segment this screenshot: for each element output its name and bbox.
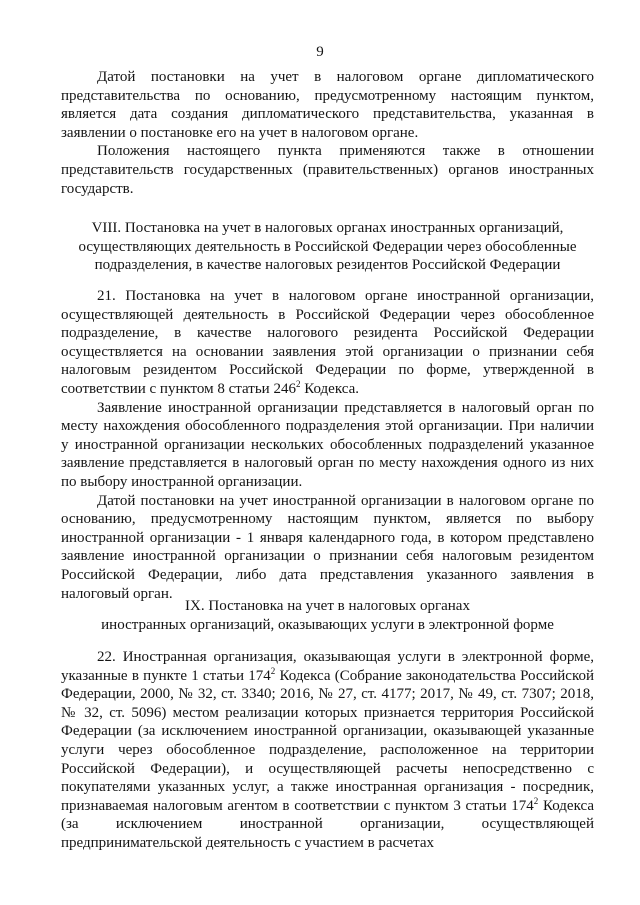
page-number: 9 [316, 44, 324, 60]
heading-line: IX. Постановка на учет в налоговых органах [185, 598, 470, 614]
heading-line: осуществляющих деятельность в Российской Федерации через обособленные [78, 238, 577, 255]
paragraph: Датой постановки на учет в налоговом органе дипломатического представительства по основанию, предусмотренному настоящим пунктом, является дата создания дипломатического представительства, указанная в заявлении о постановке его на учет в налоговом органе. [61, 69, 594, 141]
section-9-heading [61, 597, 594, 634]
heading-line: иностранных организаций, оказывающих услуги в электронной форме [101, 616, 554, 633]
paragraph-21 [61, 287, 594, 399]
section-8-body [61, 287, 594, 603]
heading-line: подразделения, в качестве налоговых резидентов Российской Федерации [94, 257, 561, 274]
section-8-heading [61, 219, 594, 275]
text: Кодекса (Собрание законодательства Российской Федерации, 2000, № 32, ст. 3340; 2016, № 27, ст. 4177; 2017, № 49, ст. 7307; 2018, № 32, ст. 5096) местом реализации которых признается территория Российской Федерации (за исключением иностранной организации, оказывающей указанные услуги через обособленное подразделение, расположенное на территории Российской Федерации), и осуществляющей расчеты непосредственно с покупателями указанных услуг, а также иностранная организация - посредник, признаваемая налоговым агентом в соответствии с пунктом 3 статьи 174 [61, 667, 594, 814]
superscript: 2 [270, 665, 276, 676]
text: Кодекса. [300, 380, 359, 397]
text: 21. Постановка на учет в налоговом органе иностранной организации, осуществляющей деятельность в Российской Федерации через обособленное подразделение, в качестве налогового резидента Российской Федерации осуществляется на основании заявления этой организации о признании себя налоговым резидентом Российской Федерации по форме, утвержденной в соответствии с пунктом 8 статьи 246 [61, 288, 594, 397]
text: Кодекса (за исключением иностранной организации, осуществляющей предпринимательской деятельность с участием в расчетах [61, 797, 595, 851]
superscript: 2 [295, 378, 301, 389]
paragraph-22 [61, 648, 594, 853]
heading-line: VIII. Постановка на учет в налоговых органах иностранных организаций, [91, 220, 564, 236]
section-9-body [61, 648, 594, 853]
top-paragraphs [61, 68, 594, 198]
paragraph: Заявление иностранной организации представляется в налоговый орган по месту нахождения обособленного подразделения этой организации. При наличии у иностранной организации нескольких обособленных подразделений указанное заявление представляется в налоговый орган по месту нахождения одного из них по выбору иностранной организации. [61, 399, 594, 490]
paragraph: Датой постановки на учет иностранной организации в налоговом органе по основанию, предусмотренному настоящим пунктом, является по выбору иностранной организации - 1 января календарного года, в котором представлено заявление иностранной организации о признании себя налоговым резидентом Российской Федерации, либо дата представления указанного заявления в налоговый орган. [61, 492, 594, 602]
paragraph: Положения настоящего пункта применяются также в отношении представительств государственных (правительственных) органов иностранных государств. [61, 143, 594, 197]
superscript: 2 [533, 795, 539, 806]
text: 22. Иностранная организация, оказывающая услуги в электронной форме, указанные в пункте 1 статьи 174 [61, 649, 594, 684]
